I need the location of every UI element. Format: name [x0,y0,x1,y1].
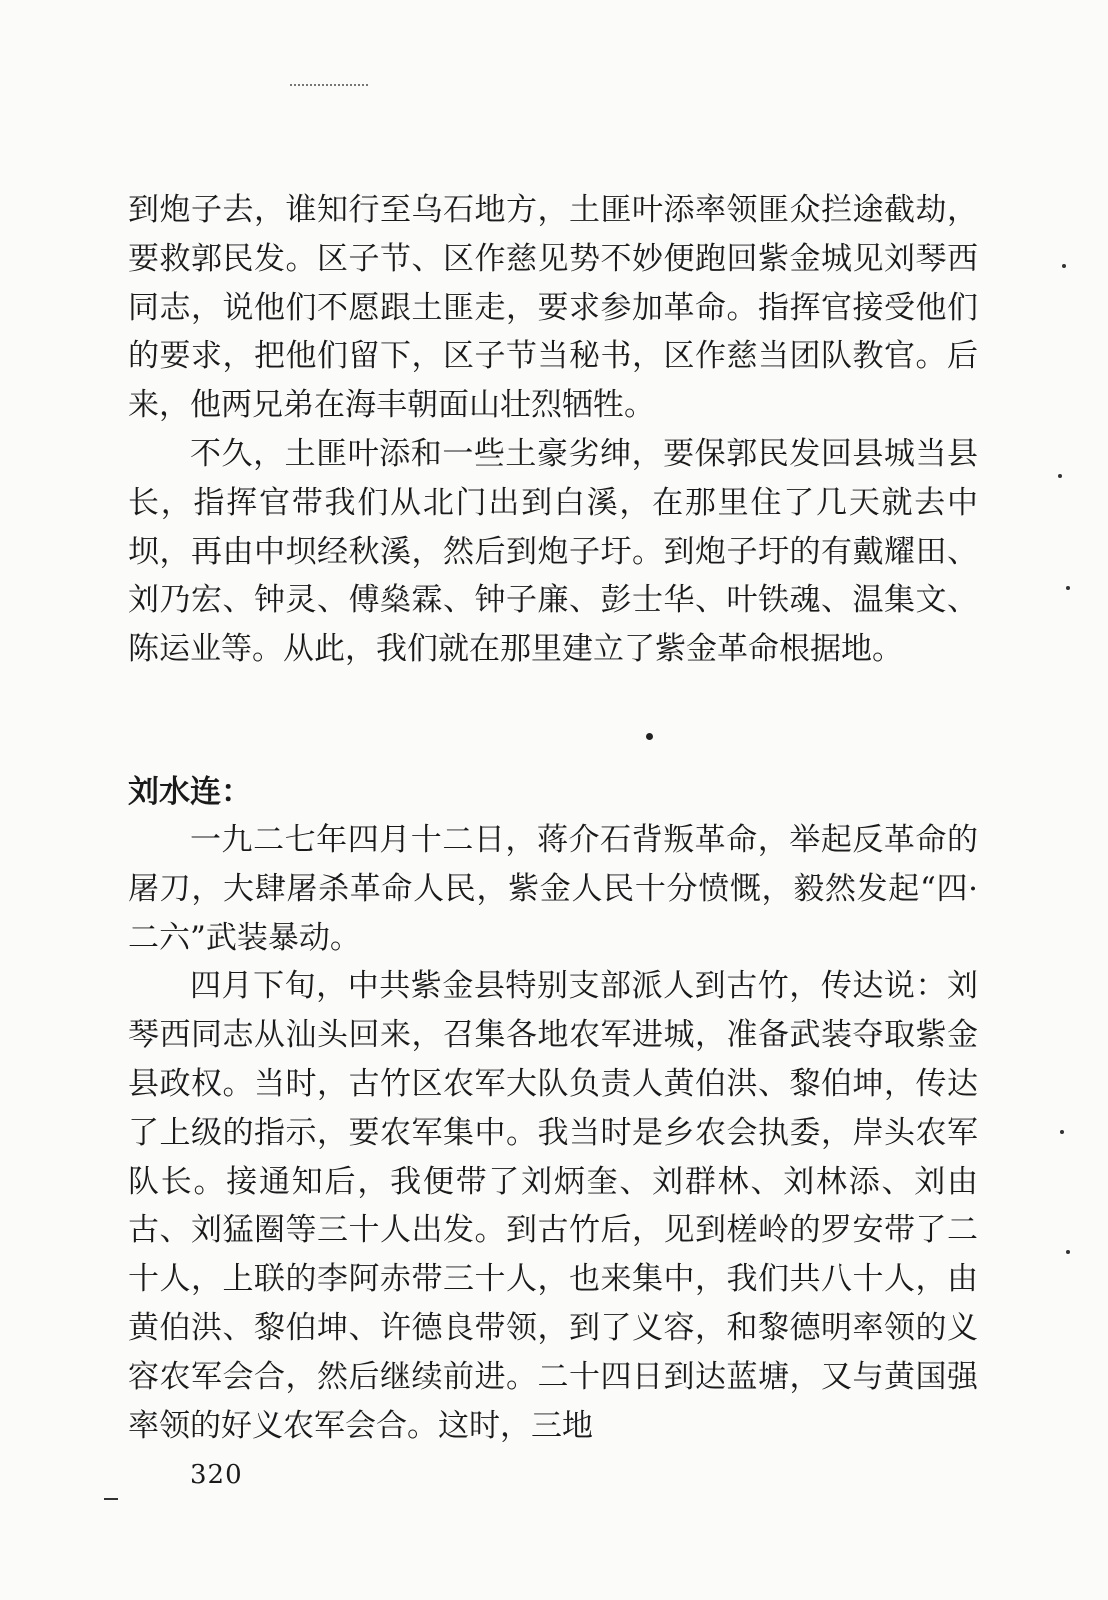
section-divider-dot [646,733,653,740]
page-number: 320 [190,1460,243,1490]
top-text-block [128,186,978,674]
paragraph-base-founding: 不久，土匪叶添和一些土豪劣绅，要保郭民发回县城当县长，指挥官带我们从北门出到白溪，在那里住了几天就去中坝，再由中坝经秋溪，然后到炮子圩。到炮子圩的有戴耀田、刘乃宏、钟灵、傅燊霖、钟子廉、彭士华、叶铁魂、温集文、陈运业等。从此，我们就在那里建立了紫金革命根据地。 [128,435,978,668]
paragraph-gathering: 四月下旬，中共紫金县特别支部派人到古竹，传达说：刘琴西同志从汕头回来，召集各地农军进城，准备武装夺取紫金县政权。当时，古竹区农军大队负责人黄伯洪、黎伯坤，传达了上级的指示，要农军集中。我当时是乡农会执委，岸头农军队长。接通知后，我便带了刘炳奎、刘群林、刘林添、刘由古、刘猛圈等三十人出发。到古竹后，见到槎岭的罗安带了二十人，上联的李阿赤带三十人，也来集中，我们共八十人，由黄伯洪、黎伯坤、许德良带领，到了义容，和黎德明率领的义容农军会合，然后继续前进。二十四日到达蓝塘，又与黄国强率领的好义农军会合。这时，三地 [128,968,978,1444]
paragraph-uprising: 一九二七年四月十二日，蒋介石背叛革命，举起反革命的屠刀，大肆屠杀革命人民，紫金人民十分愤慨，毅然发起“四·二六”武装暴动。 [128,822,978,956]
bottom-scan-mark [104,1498,118,1500]
paragraph-continuation: 到炮子去，谁知行至乌石地方，土匪叶添率领匪众拦途截劫，要救郭民发。区子节、区作慈见势不妙便跑回紫金城见刘琴西同志，说他们不愿跟土匪走，要求参加革命。指挥官接受他们的要求，把他们留下，区子节当秘书，区作慈当团队教官。后来，他两兄弟在海丰朝面山壮烈牺牲。 [128,192,978,424]
top-dotted-mark [290,84,368,88]
bottom-text-block [128,816,978,1450]
speaker-heading: 刘水连： [128,774,252,810]
